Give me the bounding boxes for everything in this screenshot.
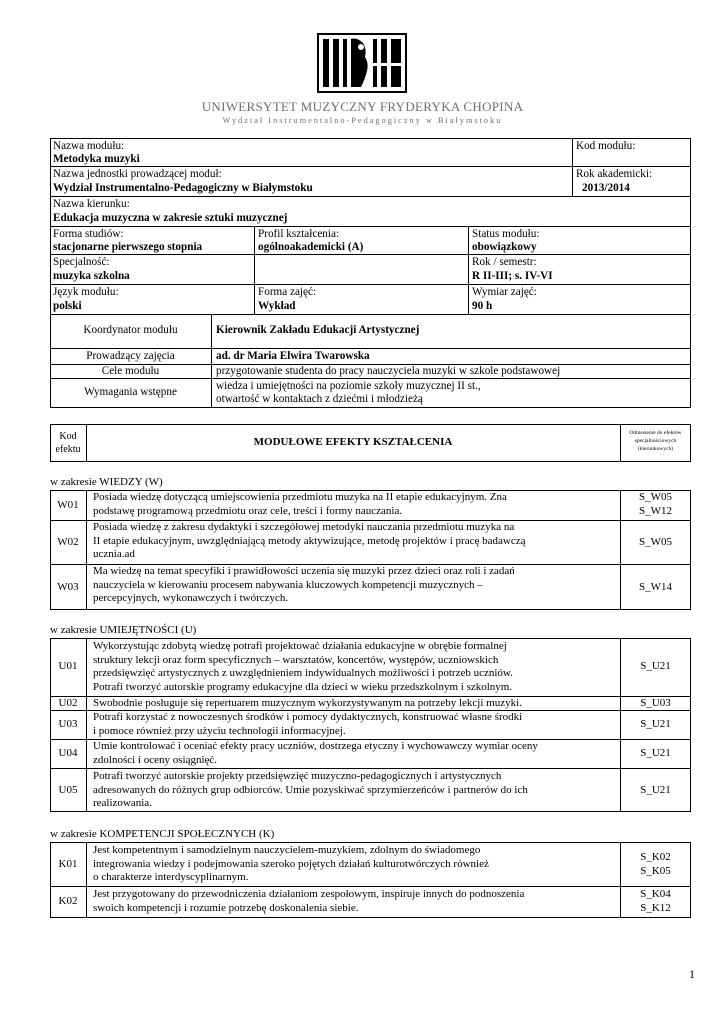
requirements-line-2: otwartość w kontaktach z dziećmi i młodzieżą	[216, 393, 423, 405]
language-label: Język modułu:	[53, 286, 119, 298]
module-name-label: Nazwa modułu:	[53, 140, 125, 152]
ref-header-2: specjalnościowych	[634, 438, 677, 444]
table-row-text: Jest przygotowany do przewodniczenia działaniom zespołowym, inspiruje innych do podnoszenia swoich kompetencji i rozumie potrzebę doskonalenia siebie.	[93, 888, 525, 914]
competences-section-title: w zakresie KOMPETENCJI SPOŁECZNYCH (K)	[50, 828, 275, 840]
skills-section-title: w zakresie UMIEJĘTNOŚCI (U)	[50, 624, 197, 636]
effect-code-header-1: Kod	[59, 431, 77, 442]
semester-label: Rok / semestr:	[472, 256, 537, 268]
class-form-value: Wykład	[258, 300, 296, 312]
module-name-value: Metodyka muzyki	[53, 153, 140, 165]
table-row-code: U04	[58, 747, 78, 759]
requirements-line-1: wiedza i umiejętności na poziomie szkoły muzycznej II st.,	[216, 380, 481, 392]
study-form-label: Forma studiów:	[53, 228, 124, 240]
effects-title: MODUŁOWE EFEKTY KSZTAŁCENIA	[253, 436, 453, 448]
specialty-value: muzyka szkolna	[53, 270, 130, 282]
university-logo	[317, 33, 407, 93]
coordinator-label: Koordynator modułu	[83, 324, 178, 336]
table-row-refs: S_W05	[639, 536, 672, 548]
profile-value: ogólnoakademicki (A)	[258, 241, 364, 253]
ref-header-3: (kierunkowych)	[637, 446, 674, 452]
unit-label: Nazwa jednostki prowadzącej moduł:	[53, 168, 222, 180]
academic-year-label: Rok akademicki:	[576, 168, 653, 180]
status-label: Status modułu:	[472, 228, 540, 240]
table-row-text: Swobodnie posługuje się repertuarem muzycznym wykorzystywanym na potrzeby lekcji muzyki.	[93, 697, 522, 709]
table-row-refs: S_U21	[640, 784, 671, 796]
table-row-text: Potrafi tworzyć autorskie projekty przedsięwzięć muzyczno-pedagogicznych i artystycznych adresowanych do różnych grup odbiorców. Umie pozyskiwać sprzymierzeńców i partnerów do ich realizowania.	[93, 770, 528, 809]
field-value: Edukacja muzyczna w zakresie sztuki muzycznej	[53, 212, 288, 224]
page-number: 1	[689, 967, 695, 981]
class-form-label: Forma zajęć:	[258, 286, 317, 298]
goals-value: przygotowanie studenta do pracy nauczyciela muzyki w szkole podstawowej	[216, 365, 561, 377]
table-row-refs: S_K04 S_K12	[640, 888, 671, 914]
table-row-refs: S_W05 S_W12	[639, 491, 672, 517]
table-row-text: Ma wiedzę na temat specyfiki i prawidłowości uczenia się muzyki przez dzieci oraz roli i zadań nauczyciela w kierowaniu procesem nabywania kluczowych kompetencji muzycznych – percepcyjnych, wykonawczych i twórczych.	[93, 565, 515, 604]
table-row-refs: S_U03	[640, 697, 671, 709]
table-row-code: U03	[58, 718, 78, 730]
academic-year-value: 2013/2014	[582, 182, 630, 194]
field-label: Nazwa kierunku:	[53, 198, 130, 210]
status-value: obowiązkowy	[472, 241, 537, 253]
table-row-text: Jest kompetentnym i samodzielnym nauczycielem-muzykiem, zdolnym do świadomego integrowania wiedzy i podejmowania szeroko pojętych działań kulturotwórczych również o charakterze interdyscyplinarnym.	[93, 844, 489, 883]
effect-code-header-2: efektu	[55, 444, 81, 455]
table-row-code: W03	[57, 581, 79, 593]
table-row-text: Posiada wiedzę dotyczącą umiejscowienia przedmiotu muzyka na II etapie edukacyjnym. Zna podstawę programową przedmiotu oraz cele, treści i formy nauczania.	[93, 491, 507, 517]
goals-label: Cele modułu	[101, 365, 160, 377]
table-row-code: K02	[58, 895, 78, 907]
table-row-text: Potrafi korzystać z nowoczesnych środków i pomocy dydaktycznych, konstruować własne środki i pomoce również przy użyciu technologii informacyjnej.	[93, 711, 523, 737]
table-row-code: W01	[57, 499, 79, 511]
table-row-code: W02	[57, 536, 79, 548]
ref-header-1: Odniesienie do efektów	[629, 430, 682, 436]
teacher-value: ad. dr Maria Elwira Twarowska	[216, 350, 370, 362]
semester-value: R II-III; s. IV-VI	[472, 270, 553, 282]
table-row-refs: S_W14	[639, 581, 672, 593]
specialty-label: Specjalność:	[53, 256, 110, 268]
teacher-label: Prowadzący zajęcia	[86, 350, 175, 362]
language-value: polski	[53, 300, 82, 312]
coordinator-value: Kierownik Zakładu Edukacji Artystycznej	[216, 324, 420, 336]
table-row-refs: S_U21	[640, 747, 671, 759]
table-row-text: Umie kontrolować i oceniać efekty pracy uczniów, dostrzega etyczny i wychowawczy wymiar oceny zdolności i oceny osiągnięć.	[93, 740, 538, 766]
table-row-code: U05	[58, 784, 78, 796]
table-row-text: Wykorzystując zdobytą wiedzę potrafi projektować działania edukacyjne w obrębie formalnej struktury lekcji oraz form specyficznych – warsztatów, koncertów, występów, uczniowskich przedsięwzięć artystycznych z uwzględnieniem indywidualnych możliwości i potrzeb uczniów. Potrafi tworzyć autorskie programy edukacyjne dla dzieci w wieku przedszkolnym i szkolnym.	[93, 640, 513, 693]
university-name: UNIWERSYTET MUZYCZNY FRYDERYKA CHOPINA	[201, 99, 524, 114]
faculty-name: Wydział Instrumentalno-Pedagogiczny w Białymstoku	[222, 116, 503, 125]
module-code-label: Kod modułu:	[576, 140, 636, 152]
table-row-refs: S_K02 S_K05	[640, 851, 671, 877]
hours-label: Wymiar zajęć:	[472, 286, 537, 298]
table-row-text: Posiada wiedzę z zakresu dydaktyki i szczegółowej metodyki nauczania przedmiotu muzyka na II etapie edukacyjnym, uwzględniającą metody aktywizujące, metodę projektów i pracę badawczą ucznia.ad	[93, 521, 526, 560]
table-row-code: U01	[58, 660, 78, 672]
table-row-refs: S_U21	[640, 718, 671, 730]
table-row-refs: S_U21	[640, 660, 671, 672]
unit-value: Wydział Instrumentalno-Pedagogiczny w Białymstoku	[53, 182, 313, 194]
hours-value: 90 h	[472, 300, 493, 312]
table-row-code: U02	[58, 697, 78, 709]
study-form-value: stacjonarne pierwszego stopnia	[53, 241, 203, 253]
table-row-code: K01	[58, 858, 78, 870]
knowledge-section-title: w zakresie WIEDZY (W)	[50, 476, 163, 488]
requirements-label: Wymagania wstępne	[84, 386, 177, 398]
profile-label: Profil kształcenia:	[258, 228, 340, 240]
